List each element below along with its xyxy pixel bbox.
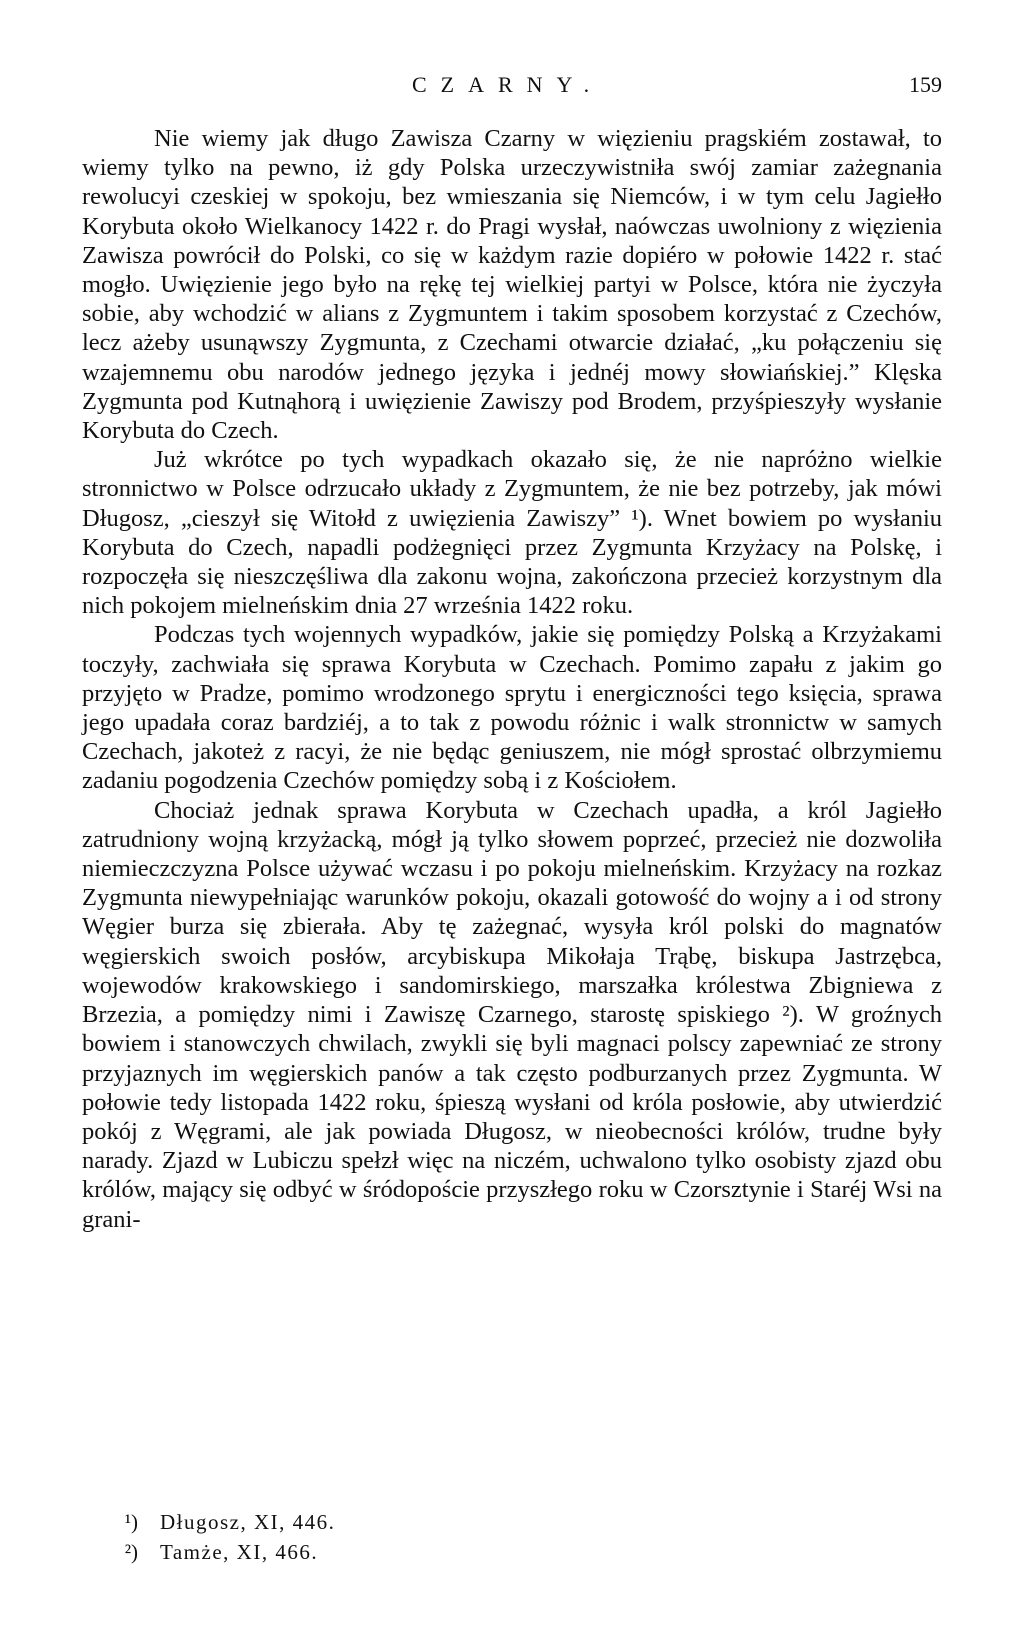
footnote-1 — [82, 1507, 682, 1537]
footnote-2 — [82, 1537, 682, 1567]
page-header — [82, 70, 942, 110]
footnote-text: Tamże, XI, 466. — [160, 1540, 319, 1564]
paragraph-1: Nie wiemy jak długo Zawisza Czarny w więzieniu pragskiém zostawał, to wiemy tylko na pewno, iż gdy Polska urzeczywistniła swój zamiar zażegnania rewolucyi czeskiej w spokoju, bez wmieszania się Niemców, i w tym celu Jagiełło Korybuta około Wielkanocy 1422 r. do Pragi wysłał, naówczas uwolniony z więzienia Zawisza powrócił do Polski, co się w każdym razie dopiéro w połowie 1422 r. stać mogło. Uwięzienie jego było na rękę tej wielkiej partyi w Polsce, która nie życzyła sobie, aby wchodzić w alians z Zygmuntem i takim sposobem korzystać z Czechów, lecz ażeby usunąwszy Zygmunta, z Czechami otwarcie działać, „ku połączeniu się wzajemnemu obu narodów jednego języka i jednéj mowy słowiańskiej.” Klęska Zygmunta pod Kutnąhorą i uwięzienie Zawiszy pod Brodem, przyśpieszyły wysłanie Korybuta do Czech. — [82, 125, 942, 445]
book-page — [82, 70, 942, 1234]
running-title: CZARNY. — [412, 72, 604, 97]
body-text — [82, 124, 942, 1234]
paragraph-4: Chociaż jednak sprawa Korybuta w Czechach upadła, a król Jagiełło zatrudniony wojną krzyżacką, mógł ją tylko słowem poprzeć, przecież nie dozwoliła niemieczczyzna Polsce używać wczasu i po pokoju mielneńskim. Krzyżacy na rozkaz Zygmunta niewypełniając warunków pokoju, okazali gotowość do wojny a i od strony Węgier burza się zbierała. Aby tę zażegnać, wysyła król polski do magnatów węgierskich swoich posłów, arcybiskupa Mikołaja Trąbę, biskupa Jastrzębca, wojewodów krakowskiego i sandomirskiego, marszałka królestwa Zbigniewa z Brzezia, a pomiędzy nimi i Zawiszę Czarnego, starostę spiskiego ²). W groźnych bowiem i stanowczych chwilach, zwykli się byli magnaci polscy zapewniać ze strony przyjaznych im węgierskich panów a tak często podburzanych przez Zygmunta. W połowie tedy listopada 1422 roku, śpieszą wysłani od króla posłowie, aby utwierdzić pokój z Węgrami, ale jak powiada Długosz, w nieobecności królów, trudne były narady. Zjazd w Lubiczu spełzł więc na niczém, uchwalono tylko osobisty zjazd obu królów, mający się odbyć w śródopoście przyszłego roku w Czorsztynie i Staréj Wsi na grani- — [82, 796, 942, 1233]
footnote-text: Długosz, XI, 446. — [160, 1510, 336, 1534]
paragraph-2: Już wkrótce po tych wypadkach okazało się, że nie napróżno wielkie stronnictwo w Polsce odrzucało układy z Zygmuntem, że nie bez potrzeby, jak mówi Długosz, „cieszył się Witołd z uwięzienia Zawiszy” ¹). Wnet bowiem po wysłaniu Korybuta do Czech, napadli podżegnięci przez Zygmunta Krzyżacy na Polskę, i rozpoczęła się nieszczęśliwa dla zakonu wojna, zakończona przecież korzystnym dla nich pokojem mielneńskim dnia 27 września 1422 roku. — [82, 446, 942, 620]
footnotes — [82, 1507, 682, 1567]
page-number: 159 — [909, 72, 942, 97]
footnote-marker: ¹) — [124, 1510, 138, 1534]
paragraph-3: Podczas tych wojennych wypadków, jakie się pomiędzy Polską a Krzyżakami toczyły, zachwiała się sprawa Korybuta w Czechach. Pomimo zapału z jakim go przyjęto w Pradze, pomimo wrodzonego sprytu i energiczności tego księcia, sprawa jego upadała coraz bardziéj, a to tak z powodu różnic i walk stronnictw w samych Czechach, jakoteż z racyi, że nie będąc geniuszem, nie mógł sprostać olbrzymiemu zadaniu pogodzenia Czechów pomiędzy sobą i z Kościołem. — [82, 621, 942, 795]
footnote-marker: ²) — [124, 1540, 138, 1564]
